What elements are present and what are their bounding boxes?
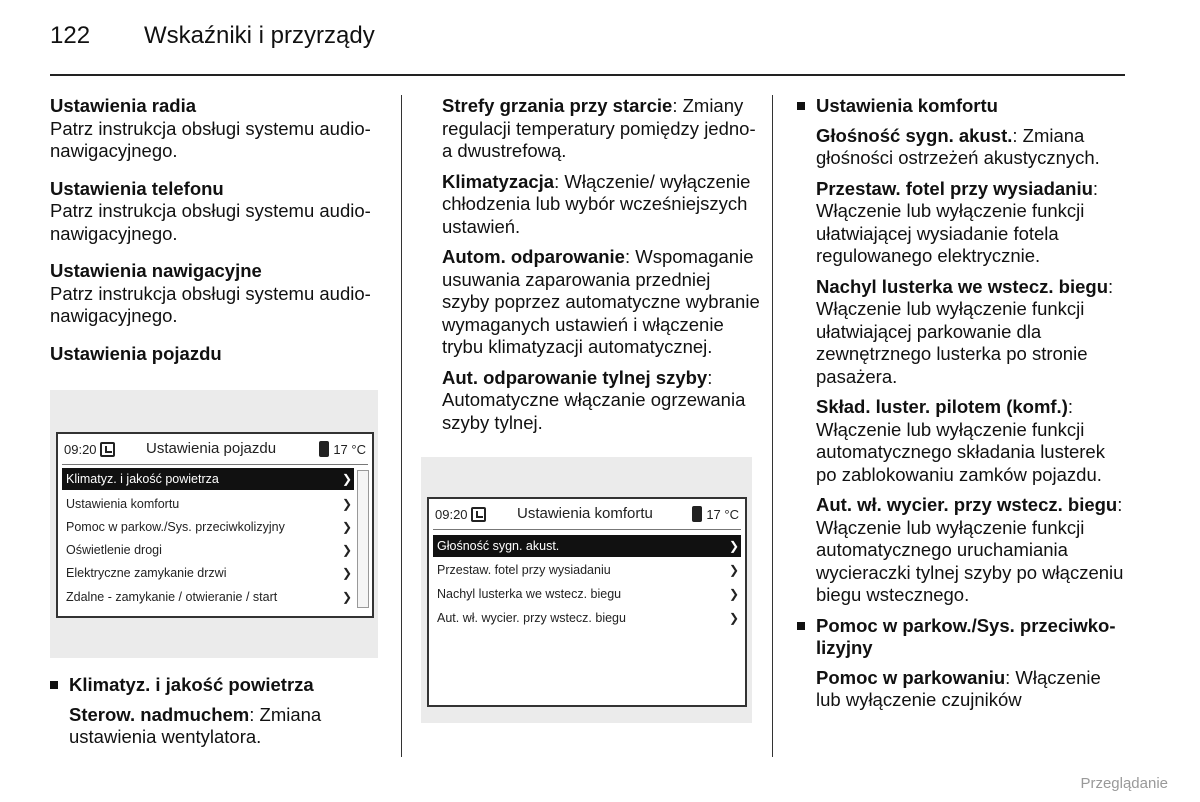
footer-label: Przeglądanie: [1080, 775, 1168, 792]
term: Autom. odparowanie: [442, 246, 625, 267]
term-text: : Zmiana głośności ostrzeżeń akustycznych.: [816, 124, 1100, 168]
term-text: : Automatyczne włączanie ogrzewania szyby tylnej.: [442, 366, 746, 433]
bullet-heading: [50, 674, 390, 697]
clock-time: 09:20: [435, 506, 468, 522]
display-status-bar: [58, 434, 372, 464]
chevron-right-icon: ❯: [342, 543, 353, 557]
temperature-readout: [692, 506, 739, 522]
chevron-right-icon: ❯: [729, 539, 740, 553]
bullet-heading-text: Klimatyz. i jakość powietrza: [69, 674, 314, 695]
section-text: Patrz instrukcja obsługi systemu audio-nawigacyjnego.: [50, 200, 371, 244]
paragraph-rear-defog: [442, 367, 762, 435]
menu-item-volume[interactable]: Głośność sygn. akust.: [433, 535, 741, 557]
term-text: : Włączenie lub wyłączenie funkcji ułatwiającej wysiadanie fotela regulowanego elektrycznie.: [816, 177, 1099, 266]
term-text: : Włączenie lub wyłączenie funkcji automatycznego składania lusterek po zablokowaniu zamków pojazdu.: [816, 396, 1105, 485]
term: Sterow. nadmuchem: [69, 703, 250, 725]
scrollbar[interactable]: [357, 470, 369, 608]
term: Skład. luster. pilotem (komf.): [816, 396, 1068, 417]
bullet-heading-text: Ustawienia komfortu: [816, 95, 998, 116]
column-divider-1: [401, 95, 402, 757]
clock-icon: [471, 507, 486, 522]
paragraph-volume: [816, 125, 1127, 170]
column-1: [50, 95, 390, 380]
term: Aut. wł. wycier. przy wstecz. biegu: [816, 494, 1118, 515]
section-heading: Ustawienia telefonu: [50, 177, 224, 199]
section-heading: Ustawienia radia: [50, 95, 197, 116]
menu-item-comfort[interactable]: Ustawienia komfortu: [66, 497, 180, 511]
menu-item-seat[interactable]: Przestaw. fotel przy wysiadaniu: [437, 563, 611, 577]
thermometer-icon: [692, 506, 702, 522]
term: Klimatyzacja: [442, 170, 555, 192]
chevron-right-icon: ❯: [729, 563, 740, 577]
bullet-square-icon: [50, 681, 58, 689]
screen-photo-vehicle: [50, 390, 378, 658]
paragraph-auto-defog: [442, 246, 762, 359]
display-comfort-settings: [427, 497, 747, 707]
term: Nachyl lusterka we wstecz. biegu: [816, 275, 1108, 297]
menu-item-door-lock[interactable]: Elektryczne zamykanie drzwi: [66, 566, 227, 580]
display-separator: [62, 464, 368, 465]
chevron-right-icon: ❯: [342, 590, 353, 604]
term: Przestaw. fotel przy wysiadaniu: [816, 177, 1093, 199]
term-text: : Włączenie lub wyłączenie funkcji ułatwiającej parkowanie dla zewnętrznego lusterka po stronie pasażera.: [816, 275, 1114, 387]
paragraph-mirror-tilt: [816, 276, 1127, 389]
bullet-square-icon: [797, 622, 805, 630]
display-separator: [433, 529, 741, 530]
bullet-square-icon: [797, 102, 805, 110]
bullet-climate: [50, 674, 390, 749]
chevron-right-icon: ❯: [729, 587, 740, 601]
chevron-right-icon: ❯: [342, 497, 353, 511]
section-navigation: [50, 260, 390, 328]
bullet-heading-text: Pomoc w parkow./Sys. przeciwko- lizyjny: [816, 614, 1116, 658]
column-2: [442, 95, 762, 442]
paragraph-mirror-fold: [816, 396, 1127, 486]
menu-item-remote[interactable]: Zdalne - zamykanie / otwieranie / start: [66, 590, 278, 604]
thermometer-icon: [319, 441, 329, 457]
term: Pomoc w parkowaniu: [816, 666, 1006, 688]
chevron-right-icon: ❯: [729, 611, 740, 625]
bullet-paragraph: [50, 704, 390, 749]
paragraph-rear-wiper: [816, 494, 1127, 607]
display-vehicle-settings: [56, 432, 374, 618]
page-title: Wskaźniki i przyrządy: [144, 22, 375, 49]
section-heading: Ustawienia pojazdu: [50, 342, 222, 364]
chevron-right-icon: ❯: [342, 520, 353, 534]
page-number: 122: [50, 22, 91, 49]
menu-item-rear-wiper[interactable]: Aut. wł. wycier. przy wstecz. biegu: [437, 611, 626, 625]
bullet-heading: [797, 615, 1117, 660]
term-text: : Zmiany regulacji temperatury pomiędzy jedno- a dwustrefową.: [442, 95, 756, 161]
paragraph-ac: [442, 171, 762, 239]
clock-icon: [100, 442, 115, 457]
display-title: Ustawienia pojazdu: [146, 440, 277, 457]
section-text: Patrz instrukcja obsługi systemu audio-nawigacyjnego.: [50, 117, 371, 161]
bullet-heading: [797, 95, 1127, 118]
paragraph-heating-zones: [442, 95, 762, 163]
term-text: : Włączenie lub wyłączenie czujników: [816, 666, 1101, 710]
column-3: [797, 95, 1127, 712]
temperature-readout: [319, 441, 366, 457]
section-text: Patrz instrukcja obsługi systemu audio-nawigacyjnego.: [50, 282, 371, 326]
screen-photo-comfort: [421, 457, 752, 723]
term: Głośność sygn. akust.: [816, 124, 1013, 146]
clock-time: 09:20: [64, 441, 97, 457]
menu-item-lighting[interactable]: Oświetlenie drogi: [66, 543, 162, 557]
chevron-right-icon: ❯: [342, 472, 353, 486]
paragraph-seat: [816, 178, 1127, 268]
section-heading: Ustawienia nawigacyjne: [50, 260, 262, 281]
term-text: : Zmiana ustawienia wentylatora.: [69, 703, 322, 747]
menu-item-climate[interactable]: Klimatyz. i jakość powietrza: [62, 468, 354, 490]
term: Strefy grzania przy starcie: [442, 95, 673, 116]
column-divider-2: [772, 95, 773, 757]
term-text: : Włączenie lub wyłączenie funkcji automatycznego uruchamiania wycieraczki tylnej szyby po włączeniu biegu wstecznego.: [816, 494, 1124, 605]
paragraph-parking: [797, 667, 1127, 712]
term: Aut. odparowanie tylnej szyby: [442, 366, 708, 388]
term-text: : Wspomaganie usuwania zaparowania przedniej szyby poprzez automatyczne wybranie wymaganych ustawień i włączenie trybu klimatyzacji automatycznej.: [442, 246, 760, 357]
page-header: [50, 22, 375, 62]
temperature-value: 17 °C: [706, 506, 739, 522]
display-status-bar: [429, 499, 745, 529]
chevron-right-icon: ❯: [342, 566, 353, 580]
menu-item-parking[interactable]: Pomoc w parkow./Sys. przeciwkolizyjny: [66, 520, 285, 534]
section-radio: [50, 95, 390, 163]
term-text: : Włączenie/ wyłączenie chłodzenia lub wybór wcześniejszych ustawień.: [442, 170, 751, 237]
section-phone: [50, 178, 390, 246]
section-vehicle: [50, 343, 390, 366]
menu-item-mirror-tilt[interactable]: Nachyl lusterka we wstecz. biegu: [437, 587, 622, 601]
temperature-value: 17 °C: [333, 441, 366, 457]
display-title: Ustawienia komfortu: [517, 505, 653, 522]
header-rule: [50, 74, 1125, 76]
